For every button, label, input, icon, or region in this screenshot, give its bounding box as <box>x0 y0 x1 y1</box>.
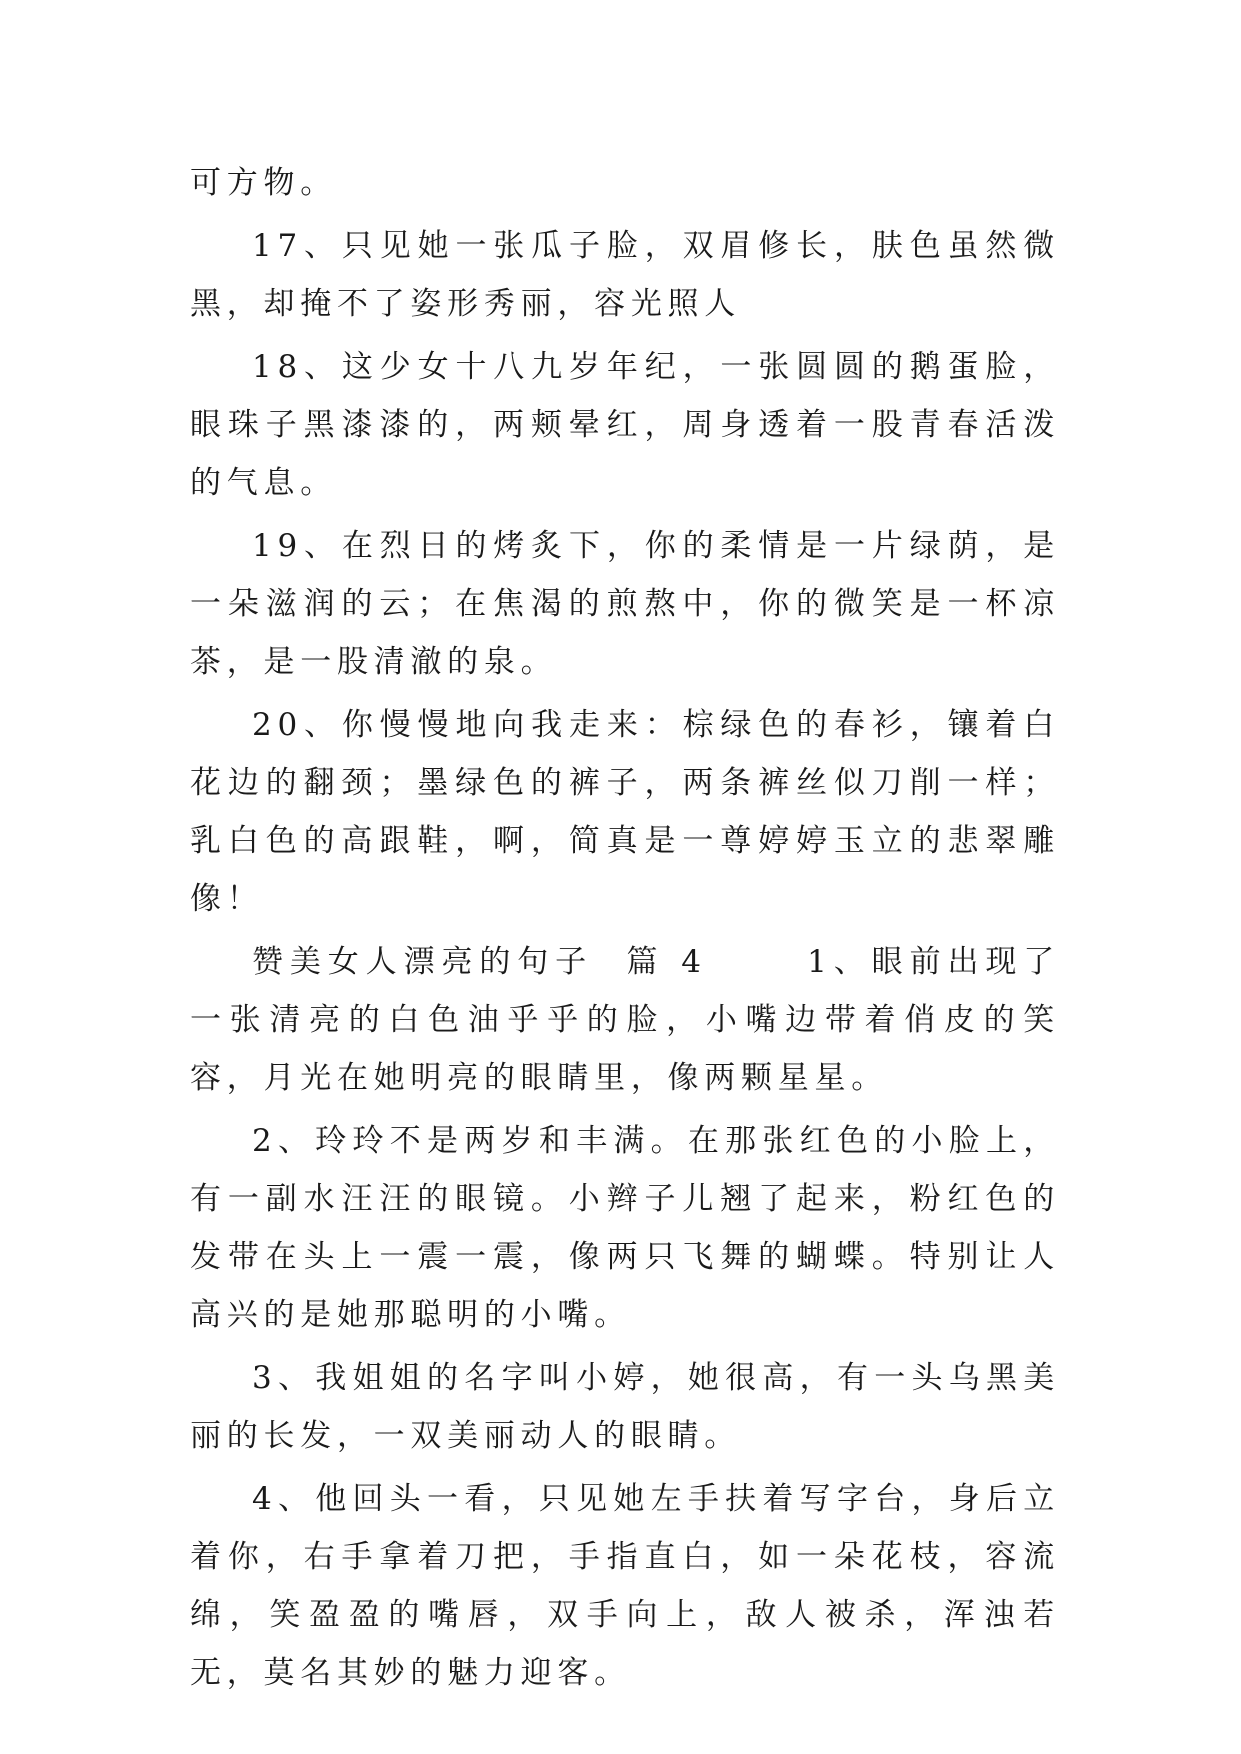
paragraph-item-3: 3、我姐姐的名字叫小婷，她很高，有一头乌黑美丽的长发，一双美丽动人的眼睛。 <box>190 1360 1060 1454</box>
paragraph-item-18: 18、这少女十八九岁年纪，一张圆圆的鹅蛋脸，眼珠子黑漆漆的，两颊晕红，周身透着一股青春活泼的气息。 <box>190 349 1060 501</box>
paragraph-item-20: 20、你慢慢地向我走来：棕绿色的春衫，镶着白花边的翻颈；墨绿色的裤子，两条裤丝似刀削一样；乳白色的高跟鞋，啊，简真是一尊婷婷玉立的悲翠雕像！ <box>190 707 1060 917</box>
paragraph-item-17: 17、只见她一张瓜子脸，双眉修长，肤色虽然微黑，却掩不了姿形秀丽，容光照人 <box>190 228 1060 322</box>
paragraph-item-4: 4、他回头一看，只见她左手扶着写字台，身后立着你，右手拿着刀把，手指直白，如一朵花枝，容流绵，笑盈盈的嘴唇，双手向上，敌人被杀，浑浊若无，莫名其妙的魅力迎客。 <box>190 1481 1060 1691</box>
paragraph-item-19: 19、在烈日的烤炙下，你的柔情是一片绿荫，是一朵滋润的云；在焦渴的煎熬中，你的微笑是一杯凉茶，是一股清澈的泉。 <box>190 528 1060 680</box>
section-heading-paragraph: 赞美女人漂亮的句子 篇 4 1、眼前出现了一张清亮的白色油乎乎的脸，小嘴边带着俏皮的笑容，月光在她明亮的眼睛里，像两颗星星。 <box>190 944 1060 1096</box>
paragraph-item-2: 2、玲玲不是两岁和丰满。在那张红色的小脸上，有一副水汪汪的眼镜。小辫子儿翘了起来，粉红色的发带在头上一震一震，像两只飞舞的蝴蝶。特别让人高兴的是她那聪明的小嘴。 <box>190 1123 1060 1333</box>
paragraph-continuation: 可方物。 <box>190 165 337 201</box>
document-body <box>190 154 1060 1707</box>
